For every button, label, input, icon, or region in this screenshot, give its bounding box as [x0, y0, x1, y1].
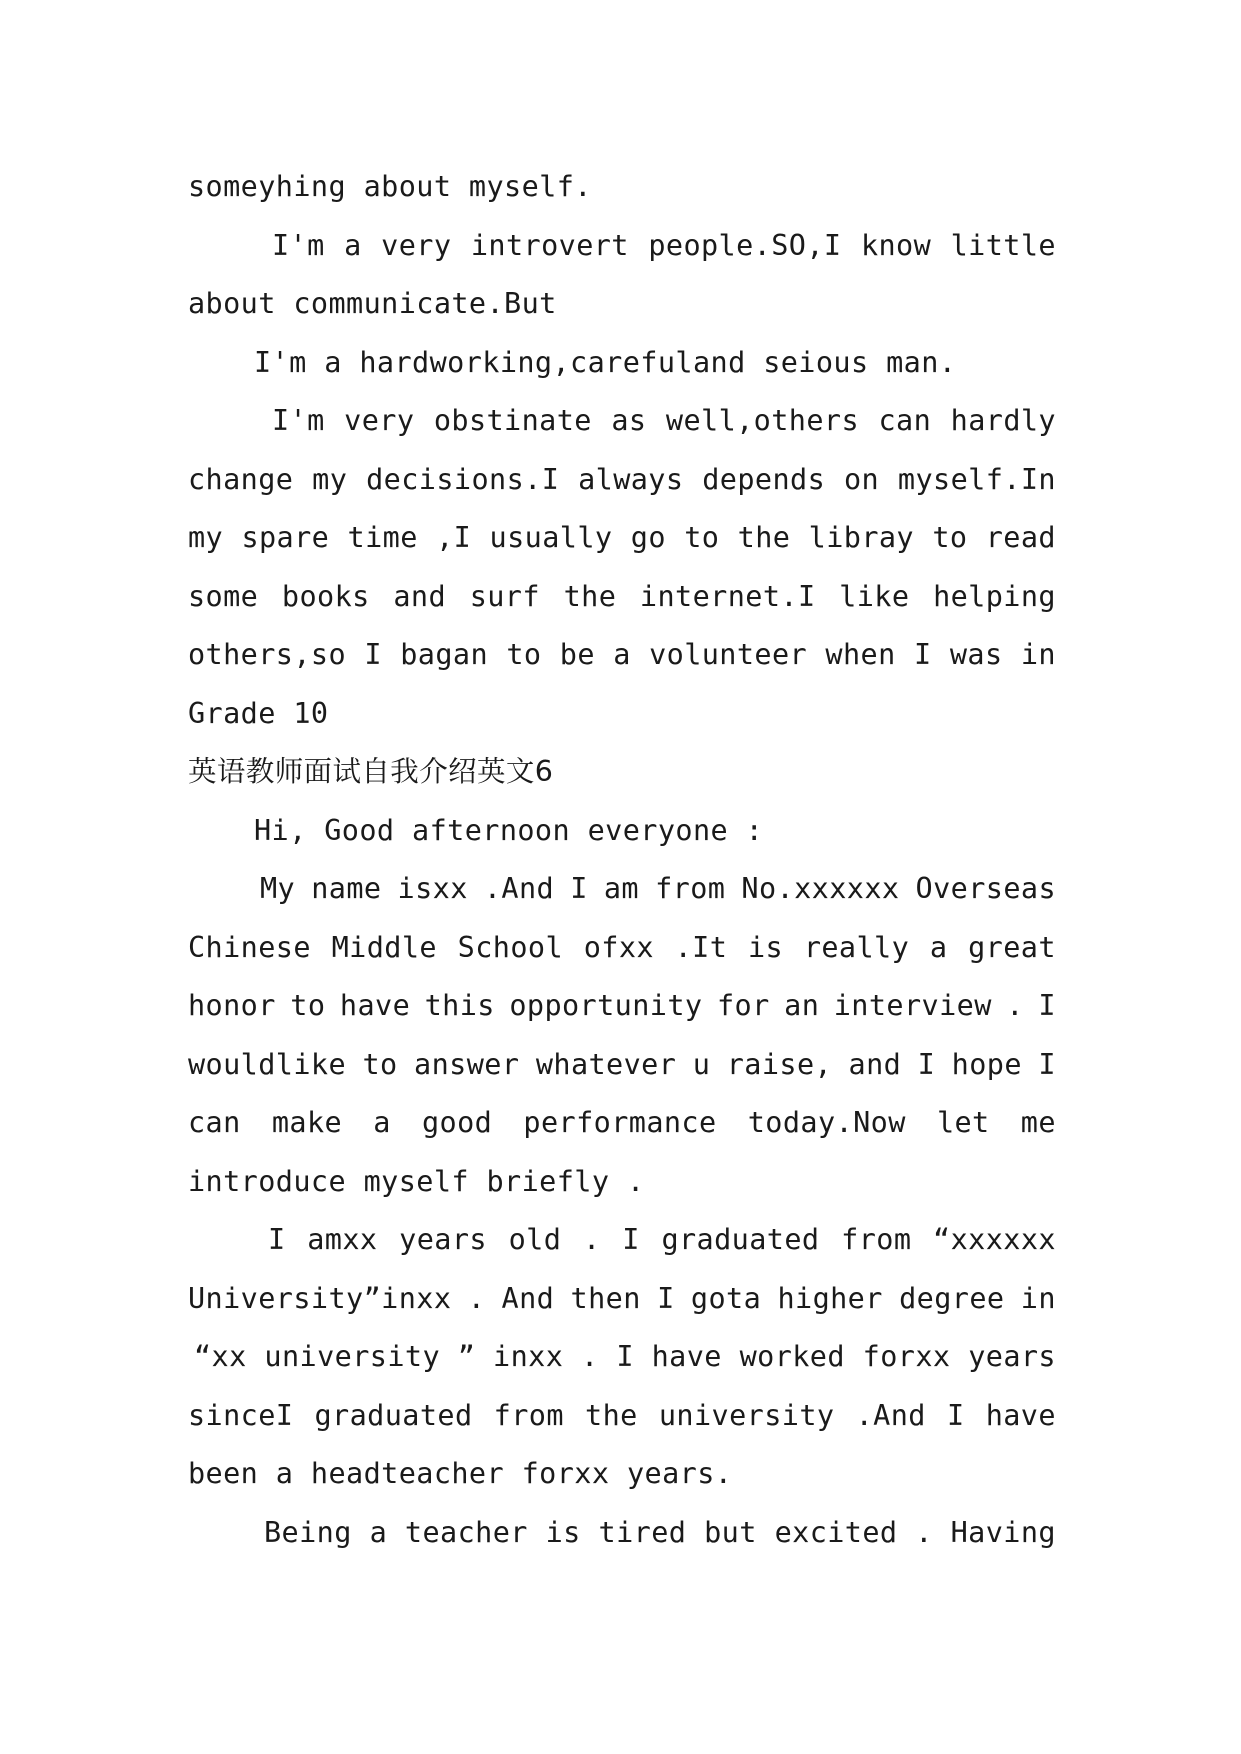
text-line: [188, 392, 1056, 451]
word: and: [848, 1047, 902, 1081]
word: ,I: [436, 521, 472, 554]
text-line: about communicate.But: [188, 287, 557, 320]
word: a: [344, 228, 362, 262]
word: very: [381, 228, 452, 262]
word: introvert: [470, 228, 629, 262]
word: to: [506, 638, 542, 671]
word: Chinese: [188, 930, 311, 964]
word: change: [188, 462, 294, 496]
word: internet.I: [639, 579, 816, 613]
word: like: [839, 579, 910, 613]
text-line: [188, 1387, 1056, 1446]
word: in: [1020, 638, 1056, 671]
word: well,others: [665, 404, 860, 437]
word: forxx: [862, 1340, 951, 1373]
word: I: [1038, 1047, 1056, 1081]
word: obstinate: [433, 404, 592, 437]
text-line: introduce myself briefly .: [188, 1164, 645, 1198]
word: little: [950, 228, 1056, 262]
word: I: [622, 1223, 640, 1256]
word: my: [312, 462, 348, 496]
word: gota: [690, 1281, 762, 1315]
word: to: [290, 989, 326, 1022]
word: on: [843, 462, 880, 496]
word: .And: [855, 1398, 926, 1432]
word: know: [860, 228, 932, 262]
text-line: [188, 626, 1056, 685]
word: hope: [951, 1047, 1022, 1081]
word: amxx: [307, 1223, 378, 1256]
word: am: [603, 872, 639, 905]
word: .: [581, 1340, 599, 1373]
word: be: [559, 638, 595, 671]
word: good: [422, 1106, 493, 1139]
word: in: [1020, 1281, 1056, 1315]
word: years: [399, 1223, 487, 1256]
word: to: [932, 521, 968, 554]
word: is: [545, 1515, 581, 1549]
word: to: [684, 521, 720, 554]
word: have: [985, 1398, 1056, 1432]
word: Being: [264, 1515, 352, 1549]
word: I'm: [272, 228, 325, 262]
word: I: [917, 1047, 936, 1081]
word: make: [271, 1106, 343, 1139]
word: My: [260, 872, 296, 905]
word: university: [264, 1340, 441, 1373]
word: the: [737, 521, 791, 554]
document-page: [188, 158, 1056, 1562]
word: And: [501, 1281, 555, 1315]
word: wouldlike: [188, 1047, 347, 1081]
word: School: [457, 930, 564, 964]
word: I'm: [272, 404, 325, 437]
word: raise,: [726, 1047, 833, 1081]
text-line: [188, 919, 1056, 978]
word: depends: [702, 462, 826, 496]
word: years: [968, 1340, 1056, 1373]
word: hardly: [950, 404, 1056, 437]
word: great: [968, 930, 1056, 964]
word: performance: [523, 1106, 717, 1139]
word: a: [929, 930, 948, 964]
word: I: [657, 1281, 675, 1315]
word: No.xxxxxx: [741, 872, 900, 905]
word: read: [985, 521, 1056, 554]
text-line: [188, 1270, 1056, 1329]
word: my: [188, 521, 224, 554]
word: I: [570, 872, 588, 905]
word: whatever: [535, 1047, 677, 1081]
text-line: I'm a hardworking,carefuland seious man.: [254, 345, 957, 379]
word: sinceI: [188, 1398, 294, 1432]
word: then: [570, 1281, 641, 1315]
text-line: [188, 451, 1056, 510]
word: me: [1020, 1106, 1056, 1139]
word: Having: [950, 1515, 1056, 1549]
word: an: [784, 989, 820, 1022]
word: graduated: [661, 1223, 820, 1256]
word: Middle: [331, 930, 437, 964]
word: from: [841, 1223, 912, 1256]
word: a: [613, 638, 631, 671]
word: let: [936, 1106, 990, 1139]
word: helping: [933, 579, 1056, 613]
word: university: [658, 1398, 835, 1432]
word: to: [362, 1047, 398, 1081]
word: spare: [241, 521, 330, 554]
word: is: [748, 930, 784, 964]
text-line: [188, 860, 1056, 919]
text-line: Hi, Good afternoon everyone :: [254, 813, 764, 847]
word: a: [369, 1515, 388, 1549]
text-line: [188, 1094, 1056, 1153]
word: others,so: [188, 638, 347, 671]
word: have: [339, 989, 411, 1022]
word: .: [582, 1223, 601, 1256]
text-line: someyhing about myself.: [188, 170, 592, 203]
word: for: [716, 989, 770, 1022]
word: worked: [739, 1340, 845, 1373]
text-line: [188, 1504, 1056, 1563]
word: isxx: [397, 872, 468, 905]
text-line: [188, 568, 1056, 627]
word: some: [188, 579, 259, 613]
word: .: [915, 1515, 933, 1549]
section-heading: 英语教师面试自我介绍英文6: [188, 755, 554, 788]
text-line: [188, 1036, 1056, 1095]
word: volunteer: [649, 638, 808, 671]
word: old: [508, 1223, 562, 1256]
text-line: [188, 977, 1056, 1036]
word: teacher: [404, 1515, 528, 1549]
word: from: [493, 1398, 564, 1432]
word: ofxx: [583, 930, 654, 964]
word: “xxxxxx: [933, 1223, 1056, 1256]
text-line: [188, 1328, 1056, 1387]
word: books: [281, 579, 370, 613]
word: usually: [489, 521, 613, 554]
word: and: [393, 579, 447, 613]
word: when: [825, 638, 896, 671]
word: time: [347, 521, 418, 554]
text-line: been a headteacher forxx years.: [188, 1457, 733, 1490]
word: ”: [457, 1340, 476, 1373]
word: interview: [833, 989, 992, 1022]
word: .And: [483, 872, 555, 905]
text-line: Grade 10: [188, 696, 329, 730]
word: answer: [414, 1047, 520, 1081]
word: from: [655, 872, 726, 905]
word: the: [585, 1398, 638, 1432]
word: people.SO,I: [648, 228, 842, 262]
word: excited: [774, 1515, 898, 1549]
word: go: [630, 521, 666, 554]
word: name: [311, 872, 382, 905]
word: but: [704, 1515, 757, 1549]
word: can: [878, 404, 932, 437]
word: myself.In: [897, 462, 1056, 496]
word: bagan: [400, 638, 489, 671]
word: I: [913, 638, 932, 671]
word: surf: [469, 579, 540, 613]
word: higher: [777, 1281, 883, 1315]
word: can: [188, 1106, 241, 1139]
word: have: [651, 1340, 722, 1373]
word: graduated: [314, 1398, 473, 1432]
word: libray: [808, 521, 914, 554]
word: I: [946, 1398, 965, 1432]
word: Overseas: [915, 872, 1056, 905]
text-line: [188, 217, 1056, 276]
word: opportunity: [509, 989, 703, 1022]
word: .: [1006, 989, 1024, 1022]
word: inxx: [493, 1340, 564, 1373]
word: University”inxx: [188, 1281, 452, 1315]
word: .: [467, 1281, 486, 1315]
word: as: [611, 404, 647, 437]
word: “xx: [194, 1340, 247, 1373]
word: always: [578, 462, 684, 496]
word: I: [616, 1340, 634, 1373]
word: very: [344, 404, 415, 437]
word: I: [1038, 989, 1056, 1022]
word: degree: [899, 1281, 1005, 1315]
word: the: [563, 579, 617, 613]
word: honor: [188, 989, 276, 1022]
text-line: [188, 1211, 1056, 1270]
word: I: [364, 638, 382, 671]
word: u: [692, 1047, 711, 1081]
word: was: [949, 638, 1003, 671]
word: today.Now: [747, 1106, 906, 1139]
word: I: [268, 1223, 286, 1256]
word: this: [424, 989, 495, 1022]
word: really: [803, 930, 910, 964]
word: tired: [598, 1515, 687, 1549]
word: .It: [674, 930, 728, 964]
text-line: [188, 509, 1056, 568]
word: a: [373, 1106, 391, 1139]
word: decisions.I: [366, 462, 560, 496]
